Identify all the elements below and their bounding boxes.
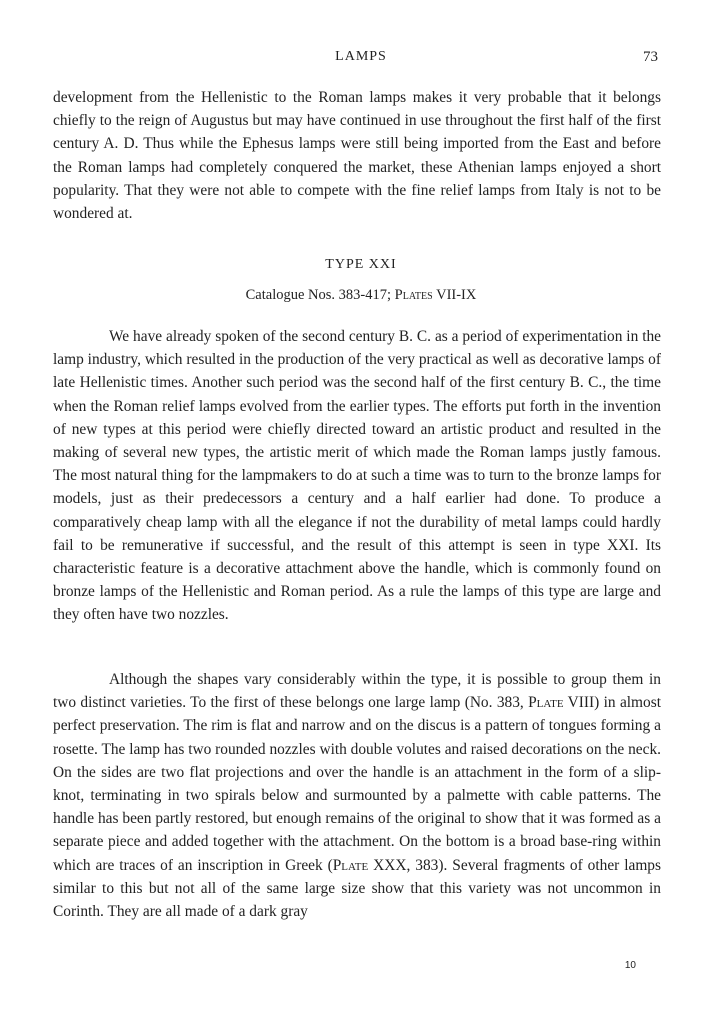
catalogue-reference <box>0 287 722 304</box>
paragraph-varieties-part-b: VIII) in almost perfect preservation. The rim is flat and narrow and on the discus is a pattern of tongues forming a rosette. The lamp has two rounded nozzles with double volutes and raised decorations on the neck. On the sides are two flat projections and over the handle is an attachment in the form of a slip-knot, terminating in two spirals below and surmounted by a palmette with cable patterns. The handle has been partly restored, but enough remains of the original to show that it was formed as a separate piece and added together with the attachment. On the bottom is a broad base-ring within which are traces of an inscription in Greek ( <box>53 694 661 874</box>
section-heading-type-xxi: TYPE XXI <box>325 257 397 272</box>
paragraph-experimentation: We have already spoken of the second century B. C. as a period of experimentation in the lamp industry, which resulted in the production of the very practical as well as decorative lamps of late Hellenistic times. Another such period was the second half of the first century B. C., the time when the Roman relief lamps evolved from the earlier types. The efforts put forth in the invention of new types at this period were chiefly directed toward an artistic product and resulted in the making of several new types, the artistic merit of which made the Roman lamps justly famous. The most natural thing for the lampmakers to do at such a time was to turn to the bronze lamps for models, just as their predecessors a century and a half earlier had done. To produce a comparatively cheap lamp with all the elegance if not the durability of metal lamps could hardly fail to be remunerative if successful, and the result of this attempt is seen in type XXI. Its characteristic feature is a decorative attachment above the handle, which is commonly found on bronze lamps of the Hellenistic and Roman period. As a rule the lamps of this type are large and they often have two nozzles. <box>53 328 661 624</box>
plates-range: VII-IX <box>436 287 477 303</box>
paragraph-athenian-lamps: development from the Hellenistic to the Roman lamps makes it very probable that it belongs chiefly to the reign of Augustus but may have continued in use throughout the first half of the first century A. D. Thus while the Ephesus lamps were still being imported from the East and before the Roman lamps had completely conquered the market, these Athenian lamps enjoyed a short popularity. That they were not able to compete with the fine relief lamps from Italy is not to be wondered at. <box>53 89 661 223</box>
running-head <box>0 49 722 69</box>
paragraph-varieties-part-a: Although the shapes vary considerably within the type, it is possible to group them in two distinct varieties. To the first of these belongs one large lamp (No. 383, <box>53 671 661 712</box>
running-title: LAMPS <box>335 49 387 64</box>
paragraph-varieties <box>53 668 661 923</box>
catalogue-numbers: Catalogue Nos. 383-417; <box>245 287 392 303</box>
plate-label: Plate <box>528 694 564 712</box>
paragraph-varieties-part-c: XXX, 383). Several fragments of other lamps similar to this but not all of the same large size show that this variety was not uncommon in Corinth. They are all made of a dark gray <box>53 856 661 921</box>
signature-mark: 10 <box>624 960 636 971</box>
plates-label: Plates <box>394 287 433 303</box>
page-number: 73 <box>643 49 658 65</box>
plate-label: Plate <box>332 856 369 874</box>
